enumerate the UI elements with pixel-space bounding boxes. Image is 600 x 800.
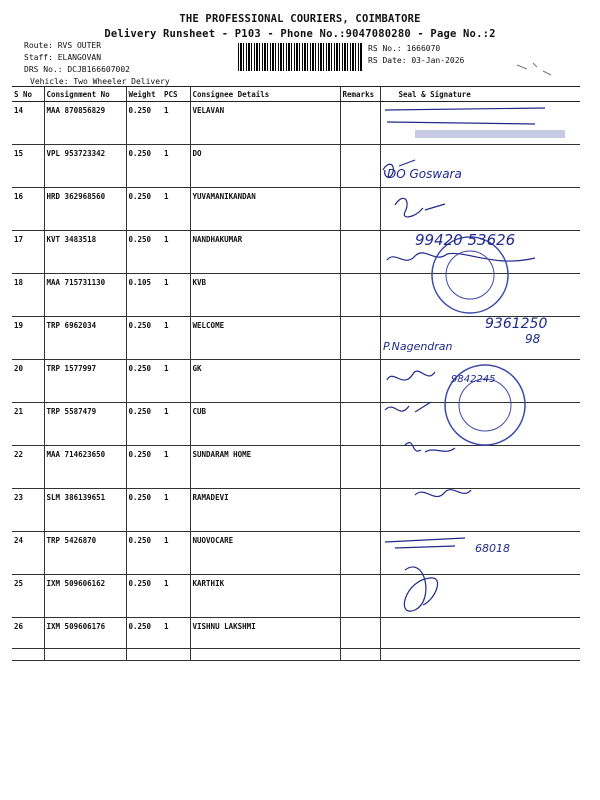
row-pcs: 1 bbox=[162, 446, 190, 489]
company-title: THE PROFESSIONAL COURIERS, COIMBATORE bbox=[179, 13, 421, 25]
row-sno: 22 bbox=[12, 446, 44, 489]
row-consignment: SLM 386139651 bbox=[44, 489, 126, 532]
col-consignment: Consignment No bbox=[44, 87, 126, 102]
handwriting-r19b: 98 bbox=[525, 332, 541, 346]
row-signature bbox=[380, 575, 580, 618]
row-consignee: DO bbox=[190, 145, 340, 188]
row-remarks bbox=[340, 575, 380, 618]
row-pcs: 1 bbox=[162, 231, 190, 274]
row-remarks bbox=[340, 102, 380, 145]
handwriting-r15: DO Goswara bbox=[387, 167, 462, 181]
table-row bbox=[12, 145, 580, 188]
row-consignee: SUNDARAM HOME bbox=[190, 446, 340, 489]
row-signature bbox=[380, 231, 580, 274]
table-row bbox=[12, 360, 580, 403]
row-signature bbox=[380, 317, 580, 360]
row-sno: 21 bbox=[12, 403, 44, 446]
staff-line: Staff: ELANGOVAN bbox=[24, 53, 102, 62]
col-signature: Seal & Signature bbox=[380, 87, 580, 102]
row-signature bbox=[380, 360, 580, 403]
row-weight: 0.250 bbox=[126, 360, 162, 403]
row-consignment: TRP 6962034 bbox=[44, 317, 126, 360]
row-consignee: VELAVAN bbox=[190, 102, 340, 145]
row-remarks bbox=[340, 231, 380, 274]
col-remarks: Remarks bbox=[340, 87, 380, 102]
row-pcs: 1 bbox=[162, 532, 190, 575]
row-remarks bbox=[340, 188, 380, 231]
row-consignee: KARTHIK bbox=[190, 575, 340, 618]
row-pcs: 1 bbox=[162, 102, 190, 145]
row-remarks bbox=[340, 489, 380, 532]
row-weight: 0.250 bbox=[126, 188, 162, 231]
row-pcs: 1 bbox=[162, 403, 190, 446]
row-signature bbox=[380, 446, 580, 489]
row-weight: 0.250 bbox=[126, 618, 162, 661]
row-signature bbox=[380, 188, 580, 231]
route-info bbox=[24, 40, 170, 88]
row-consignee: YUVAMANIKANDAN bbox=[190, 188, 340, 231]
row-consignment: TRP 5426870 bbox=[44, 532, 126, 575]
row-sno: 25 bbox=[12, 575, 44, 618]
row-sno: 16 bbox=[12, 188, 44, 231]
row-consignment: IXM 509606176 bbox=[44, 618, 126, 661]
vehicle-line: Vehicle: Two Wheeler Delivery bbox=[30, 77, 170, 86]
row-remarks bbox=[340, 403, 380, 446]
col-weight: Weight bbox=[126, 87, 162, 102]
table-footer-line bbox=[12, 636, 580, 649]
handwriting-r20b: 9842245 bbox=[451, 374, 496, 385]
row-sno: 24 bbox=[12, 532, 44, 575]
handwriting-r19: 9361250 bbox=[485, 316, 548, 332]
delivery-table bbox=[12, 86, 580, 661]
row-sno: 14 bbox=[12, 102, 44, 145]
row-consignee: GK bbox=[190, 360, 340, 403]
row-consignee: KVB bbox=[190, 274, 340, 317]
row-consignee: NANDHAKUMAR bbox=[190, 231, 340, 274]
row-weight: 0.250 bbox=[126, 446, 162, 489]
corner-mark-icon bbox=[515, 55, 555, 80]
row-remarks bbox=[340, 274, 380, 317]
row-pcs: 1 bbox=[162, 317, 190, 360]
row-consignment: TRP 5587479 bbox=[44, 403, 126, 446]
rs-number: RS No.: 1666070 bbox=[368, 44, 441, 53]
row-consignment: MAA 715731130 bbox=[44, 274, 126, 317]
row-weight: 0.105 bbox=[126, 274, 162, 317]
row-consignee: CUB bbox=[190, 403, 340, 446]
row-consignment: HRD 362968560 bbox=[44, 188, 126, 231]
row-remarks bbox=[340, 446, 380, 489]
row-weight: 0.250 bbox=[126, 575, 162, 618]
row-remarks bbox=[340, 532, 380, 575]
handwriting-r24: 68018 bbox=[475, 542, 510, 555]
table-row bbox=[12, 532, 580, 575]
table-row bbox=[12, 188, 580, 231]
row-signature bbox=[380, 489, 580, 532]
row-sno: 23 bbox=[12, 489, 44, 532]
rs-info bbox=[368, 43, 464, 67]
row-pcs: 1 bbox=[162, 618, 190, 661]
row-sno: 20 bbox=[12, 360, 44, 403]
row-pcs: 1 bbox=[162, 274, 190, 317]
table-row bbox=[12, 489, 580, 532]
row-pcs: 1 bbox=[162, 188, 190, 231]
row-pcs: 1 bbox=[162, 145, 190, 188]
table-row bbox=[12, 231, 580, 274]
row-weight: 0.250 bbox=[126, 145, 162, 188]
table-row bbox=[12, 446, 580, 489]
row-consignment: TRP 1577997 bbox=[44, 360, 126, 403]
row-consignee: NUOVOCARE bbox=[190, 532, 340, 575]
row-weight: 0.250 bbox=[126, 532, 162, 575]
drs-line: DRS No.: DCJB166607002 bbox=[24, 65, 130, 74]
row-signature bbox=[380, 145, 580, 188]
table-header-row bbox=[12, 87, 580, 102]
row-sno: 18 bbox=[12, 274, 44, 317]
row-sno: 15 bbox=[12, 145, 44, 188]
runsheet-title: Delivery Runsheet - P103 - Phone No.:9047080280 - Page No.:2 bbox=[104, 28, 496, 40]
col-pcs: PCS bbox=[162, 87, 190, 102]
barcode bbox=[238, 43, 363, 71]
table-row bbox=[12, 575, 580, 618]
row-pcs: 1 bbox=[162, 489, 190, 532]
row-sno: 26 bbox=[12, 618, 44, 661]
row-consignment: VPL 953723342 bbox=[44, 145, 126, 188]
row-pcs: 1 bbox=[162, 575, 190, 618]
table-row bbox=[12, 317, 580, 360]
handwriting-r20: P.Nagendran bbox=[383, 340, 453, 353]
row-signature bbox=[380, 102, 580, 145]
row-signature bbox=[380, 274, 580, 317]
handwriting-r17: 99420 53626 bbox=[415, 231, 516, 249]
row-remarks bbox=[340, 360, 380, 403]
route-line: Route: RVS OUTER bbox=[24, 41, 102, 50]
table-row bbox=[12, 102, 580, 145]
col-sno: S No bbox=[12, 87, 44, 102]
row-weight: 0.250 bbox=[126, 102, 162, 145]
row-weight: 0.250 bbox=[126, 317, 162, 360]
table-row bbox=[12, 274, 580, 317]
row-consignee: RAMADEVI bbox=[190, 489, 340, 532]
row-remarks bbox=[340, 145, 380, 188]
row-signature bbox=[380, 403, 580, 446]
row-consignee: WELCOME bbox=[190, 317, 340, 360]
row-pcs: 1 bbox=[162, 360, 190, 403]
row-consignment: KVT 3483518 bbox=[44, 231, 126, 274]
col-consignee: Consignee Details bbox=[190, 87, 340, 102]
table-row bbox=[12, 403, 580, 446]
row-weight: 0.250 bbox=[126, 231, 162, 274]
row-weight: 0.250 bbox=[126, 403, 162, 446]
row-consignment: MAA 714623650 bbox=[44, 446, 126, 489]
row-sno: 17 bbox=[12, 231, 44, 274]
table-body bbox=[12, 102, 580, 661]
row-consignment: IXM 509606162 bbox=[44, 575, 126, 618]
row-weight: 0.250 bbox=[126, 489, 162, 532]
row-sno: 19 bbox=[12, 317, 44, 360]
rs-date: RS Date: 03-Jan-2026 bbox=[368, 56, 465, 65]
row-signature bbox=[380, 532, 580, 575]
row-consignee: VISHNU LAKSHMI bbox=[190, 618, 340, 661]
row-remarks bbox=[340, 317, 380, 360]
row-consignment: MAA 870856829 bbox=[44, 102, 126, 145]
